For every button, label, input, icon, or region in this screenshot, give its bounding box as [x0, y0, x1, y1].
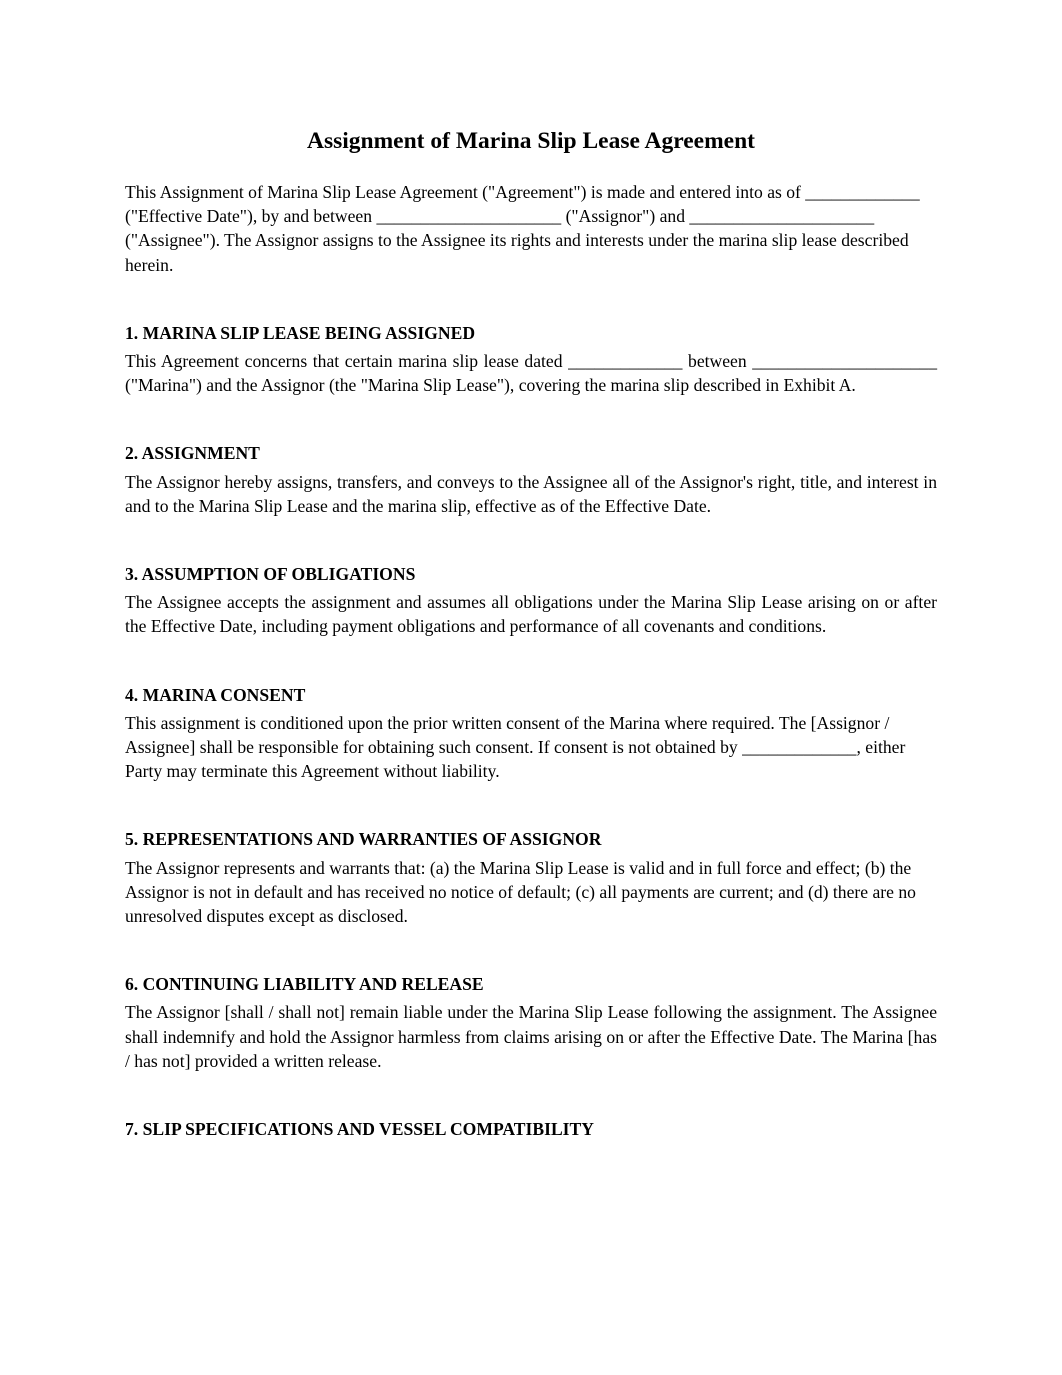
section-heading: 6. CONTINUING LIABILITY AND RELEASE: [125, 974, 484, 995]
section-heading: 3. ASSUMPTION OF OBLIGATIONS: [125, 564, 416, 585]
section-heading: 1. MARINA SLIP LEASE BEING ASSIGNED: [125, 322, 476, 343]
section-4: [125, 683, 937, 784]
section-7: [125, 1117, 937, 1141]
section-body: The Assignee accepts the assignment and assumes all obligations under the Marina Slip Lease arising on or after the Effective Date, including payment obligations and performance of all covenants and conditions.: [125, 592, 937, 637]
section-5: [125, 827, 937, 928]
section-body: The Assignor represents and warrants that: (a) the Marina Slip Lease is valid and in full force and effect; (b) the Assignor is not in default and has received no notice of default; (c) all payments are current; and (d) there are no unresolved disputes except as disclosed.: [125, 857, 916, 927]
section-heading: 5. REPRESENTATIONS AND WARRANTIES OF ASSIGNOR: [125, 829, 602, 850]
document-page: [125, 124, 937, 1145]
document-title: Assignment of Marina Slip Lease Agreement: [307, 128, 755, 154]
section-body: This assignment is conditioned upon the prior written consent of the Marina where required. The [Assignor / Assignee] shall be responsible for obtaining such consent. If consent is not obtained by _____________, either Party may terminate this Agreement without liability.: [125, 712, 906, 782]
section-2: [125, 441, 937, 518]
section-6: [125, 972, 937, 1073]
section-1: [125, 321, 937, 398]
section-heading: 4. MARINA CONSENT: [125, 684, 306, 705]
section-body: This Agreement concerns that certain marina slip lease dated _____________ between _____________________ ("Marina") and the Assignor (the "Marina Slip Lease"), covering the marina slip described in Exhibit A.: [125, 351, 937, 396]
section-heading: 7. SLIP SPECIFICATIONS AND VESSEL COMPATIBILITY: [125, 1119, 594, 1140]
section-body: The Assignor hereby assigns, transfers, and conveys to the Assignee all of the Assignor's right, title, and interest in and to the Marina Slip Lease and the marina slip, effective as of the Effective Date.: [125, 471, 937, 516]
section-body: The Assignor [shall / shall not] remain liable under the Marina Slip Lease following the assignment. The Assignee shall indemnify and hold the Assignor harmless from claims arising on or after the Effective Date. The Marina [has / has not] provided a written release.: [125, 1002, 937, 1071]
intro-paragraph: This Assignment of Marina Slip Lease Agreement ("Agreement") is made and entered into as of _____________ ("Effective Date"), by and between _____________________ ("Assignor") and _____________________ ("Assignee"). The Assignor assigns to the Assignee its rights and interests under the marina slip lease described herein.: [125, 182, 920, 275]
section-heading: 2. ASSIGNMENT: [125, 443, 260, 464]
section-3: [125, 562, 937, 639]
